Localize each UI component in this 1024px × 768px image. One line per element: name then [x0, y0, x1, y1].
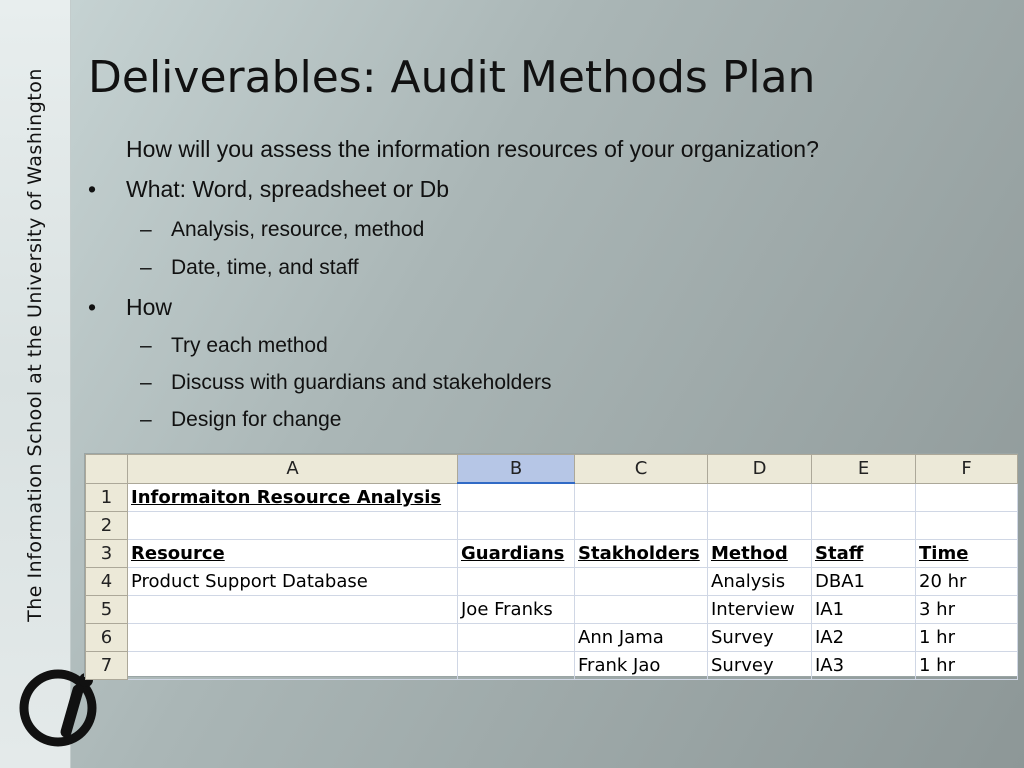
table-row	[86, 483, 1018, 512]
spreadsheet-cell[interactable]: Method	[708, 540, 812, 568]
bullet-marker: •	[88, 294, 97, 320]
dash-marker: –	[140, 334, 152, 357]
sub-bullet-try: Try each method	[171, 334, 328, 357]
spreadsheet-cell[interactable]	[575, 568, 708, 596]
spreadsheet-cell[interactable]	[575, 512, 708, 540]
spreadsheet-cell[interactable]	[812, 512, 916, 540]
spreadsheet-cell[interactable]: Frank Jao	[575, 652, 708, 680]
spreadsheet-cell[interactable]: Interview	[708, 596, 812, 624]
spreadsheet-cell[interactable]	[458, 624, 575, 652]
sub-bullet-analysis: Analysis, resource, method	[171, 218, 425, 241]
spreadsheet-cell[interactable]: IA1	[812, 596, 916, 624]
dash-marker: –	[140, 256, 152, 279]
row-header[interactable]: 5	[86, 596, 128, 624]
spreadsheet-cell[interactable]: Resource	[128, 540, 458, 568]
column-header-d[interactable]: D	[708, 455, 812, 484]
dash-marker: –	[140, 218, 152, 241]
row-header[interactable]: 2	[86, 512, 128, 540]
spreadsheet-cell[interactable]: Informaiton Resource Analysis	[128, 483, 458, 512]
spreadsheet-cell[interactable]	[128, 624, 458, 652]
sub-bullet-date: Date, time, and staff	[171, 256, 359, 279]
intro-text: How will you assess the information resources of your organization?	[126, 136, 819, 162]
spreadsheet-cell[interactable]: Joe Franks	[458, 596, 575, 624]
spreadsheet-cell[interactable]: Survey	[708, 652, 812, 680]
spreadsheet-cell[interactable]	[458, 483, 575, 512]
row-header[interactable]: 7	[86, 652, 128, 680]
row-header[interactable]: 3	[86, 540, 128, 568]
spreadsheet-cell[interactable]: IA3	[812, 652, 916, 680]
spreadsheet-cell[interactable]: 20 hr	[916, 568, 1018, 596]
row-header[interactable]: 4	[86, 568, 128, 596]
spreadsheet-cell[interactable]	[128, 596, 458, 624]
bullet-marker: •	[88, 176, 97, 202]
spreadsheet-cell[interactable]: Stakholders	[575, 540, 708, 568]
spreadsheet-cell[interactable]	[575, 483, 708, 512]
table-row	[86, 512, 1018, 540]
spreadsheet-cell[interactable]	[916, 512, 1018, 540]
select-all-corner[interactable]	[86, 455, 128, 484]
spreadsheet-cell[interactable]	[458, 652, 575, 680]
table-row	[86, 652, 1018, 680]
spreadsheet-cell[interactable]: Guardians	[458, 540, 575, 568]
sidebar-vertical-text: The Information School at the University of Washington	[24, 68, 46, 622]
spreadsheet-cell[interactable]: 1 hr	[916, 624, 1018, 652]
spreadsheet	[84, 453, 1018, 677]
table-row	[86, 568, 1018, 596]
column-header-a[interactable]: A	[128, 455, 458, 484]
spreadsheet-cell[interactable]	[128, 512, 458, 540]
spreadsheet-cell[interactable]	[708, 483, 812, 512]
bullet-what: What: Word, spreadsheet or Db	[126, 176, 449, 202]
spreadsheet-cell[interactable]: Ann Jama	[575, 624, 708, 652]
dash-marker: –	[140, 408, 152, 431]
table-row	[86, 596, 1018, 624]
row-header[interactable]: 1	[86, 483, 128, 512]
sub-bullet-design: Design for change	[171, 408, 342, 431]
spreadsheet-cell[interactable]	[458, 568, 575, 596]
table-row	[86, 624, 1018, 652]
spreadsheet-cell[interactable]	[458, 512, 575, 540]
bullet-how: How	[126, 294, 173, 320]
slide-title: Deliverables: Audit Methods Plan	[88, 52, 816, 103]
row-header[interactable]: 6	[86, 624, 128, 652]
spreadsheet-cell[interactable]	[128, 652, 458, 680]
spreadsheet-cell[interactable]: DBA1	[812, 568, 916, 596]
spreadsheet-cell[interactable]: Survey	[708, 624, 812, 652]
dash-marker: –	[140, 371, 152, 394]
spreadsheet-cell[interactable]: Time	[916, 540, 1018, 568]
column-header-f[interactable]: F	[916, 455, 1018, 484]
spreadsheet-cell[interactable]: Analysis	[708, 568, 812, 596]
sidebar	[0, 0, 71, 768]
spreadsheet-cell[interactable]	[575, 596, 708, 624]
spreadsheet-cell[interactable]	[916, 483, 1018, 512]
spreadsheet-cell[interactable]	[708, 512, 812, 540]
spreadsheet-cell[interactable]: Product Support Database	[128, 568, 458, 596]
spreadsheet-cell[interactable]: Staff	[812, 540, 916, 568]
spreadsheet-cell[interactable]: 3 hr	[916, 596, 1018, 624]
spreadsheet-cell[interactable]: IA2	[812, 624, 916, 652]
table-row	[86, 540, 1018, 568]
column-header-e[interactable]: E	[812, 455, 916, 484]
sub-bullet-discuss: Discuss with guardians and stakeholders	[171, 371, 552, 394]
spreadsheet-cell[interactable]	[812, 483, 916, 512]
spreadsheet-grid	[85, 454, 1018, 680]
column-header-b[interactable]: B	[458, 455, 575, 484]
spreadsheet-cell[interactable]: 1 hr	[916, 652, 1018, 680]
column-header-c[interactable]: C	[575, 455, 708, 484]
